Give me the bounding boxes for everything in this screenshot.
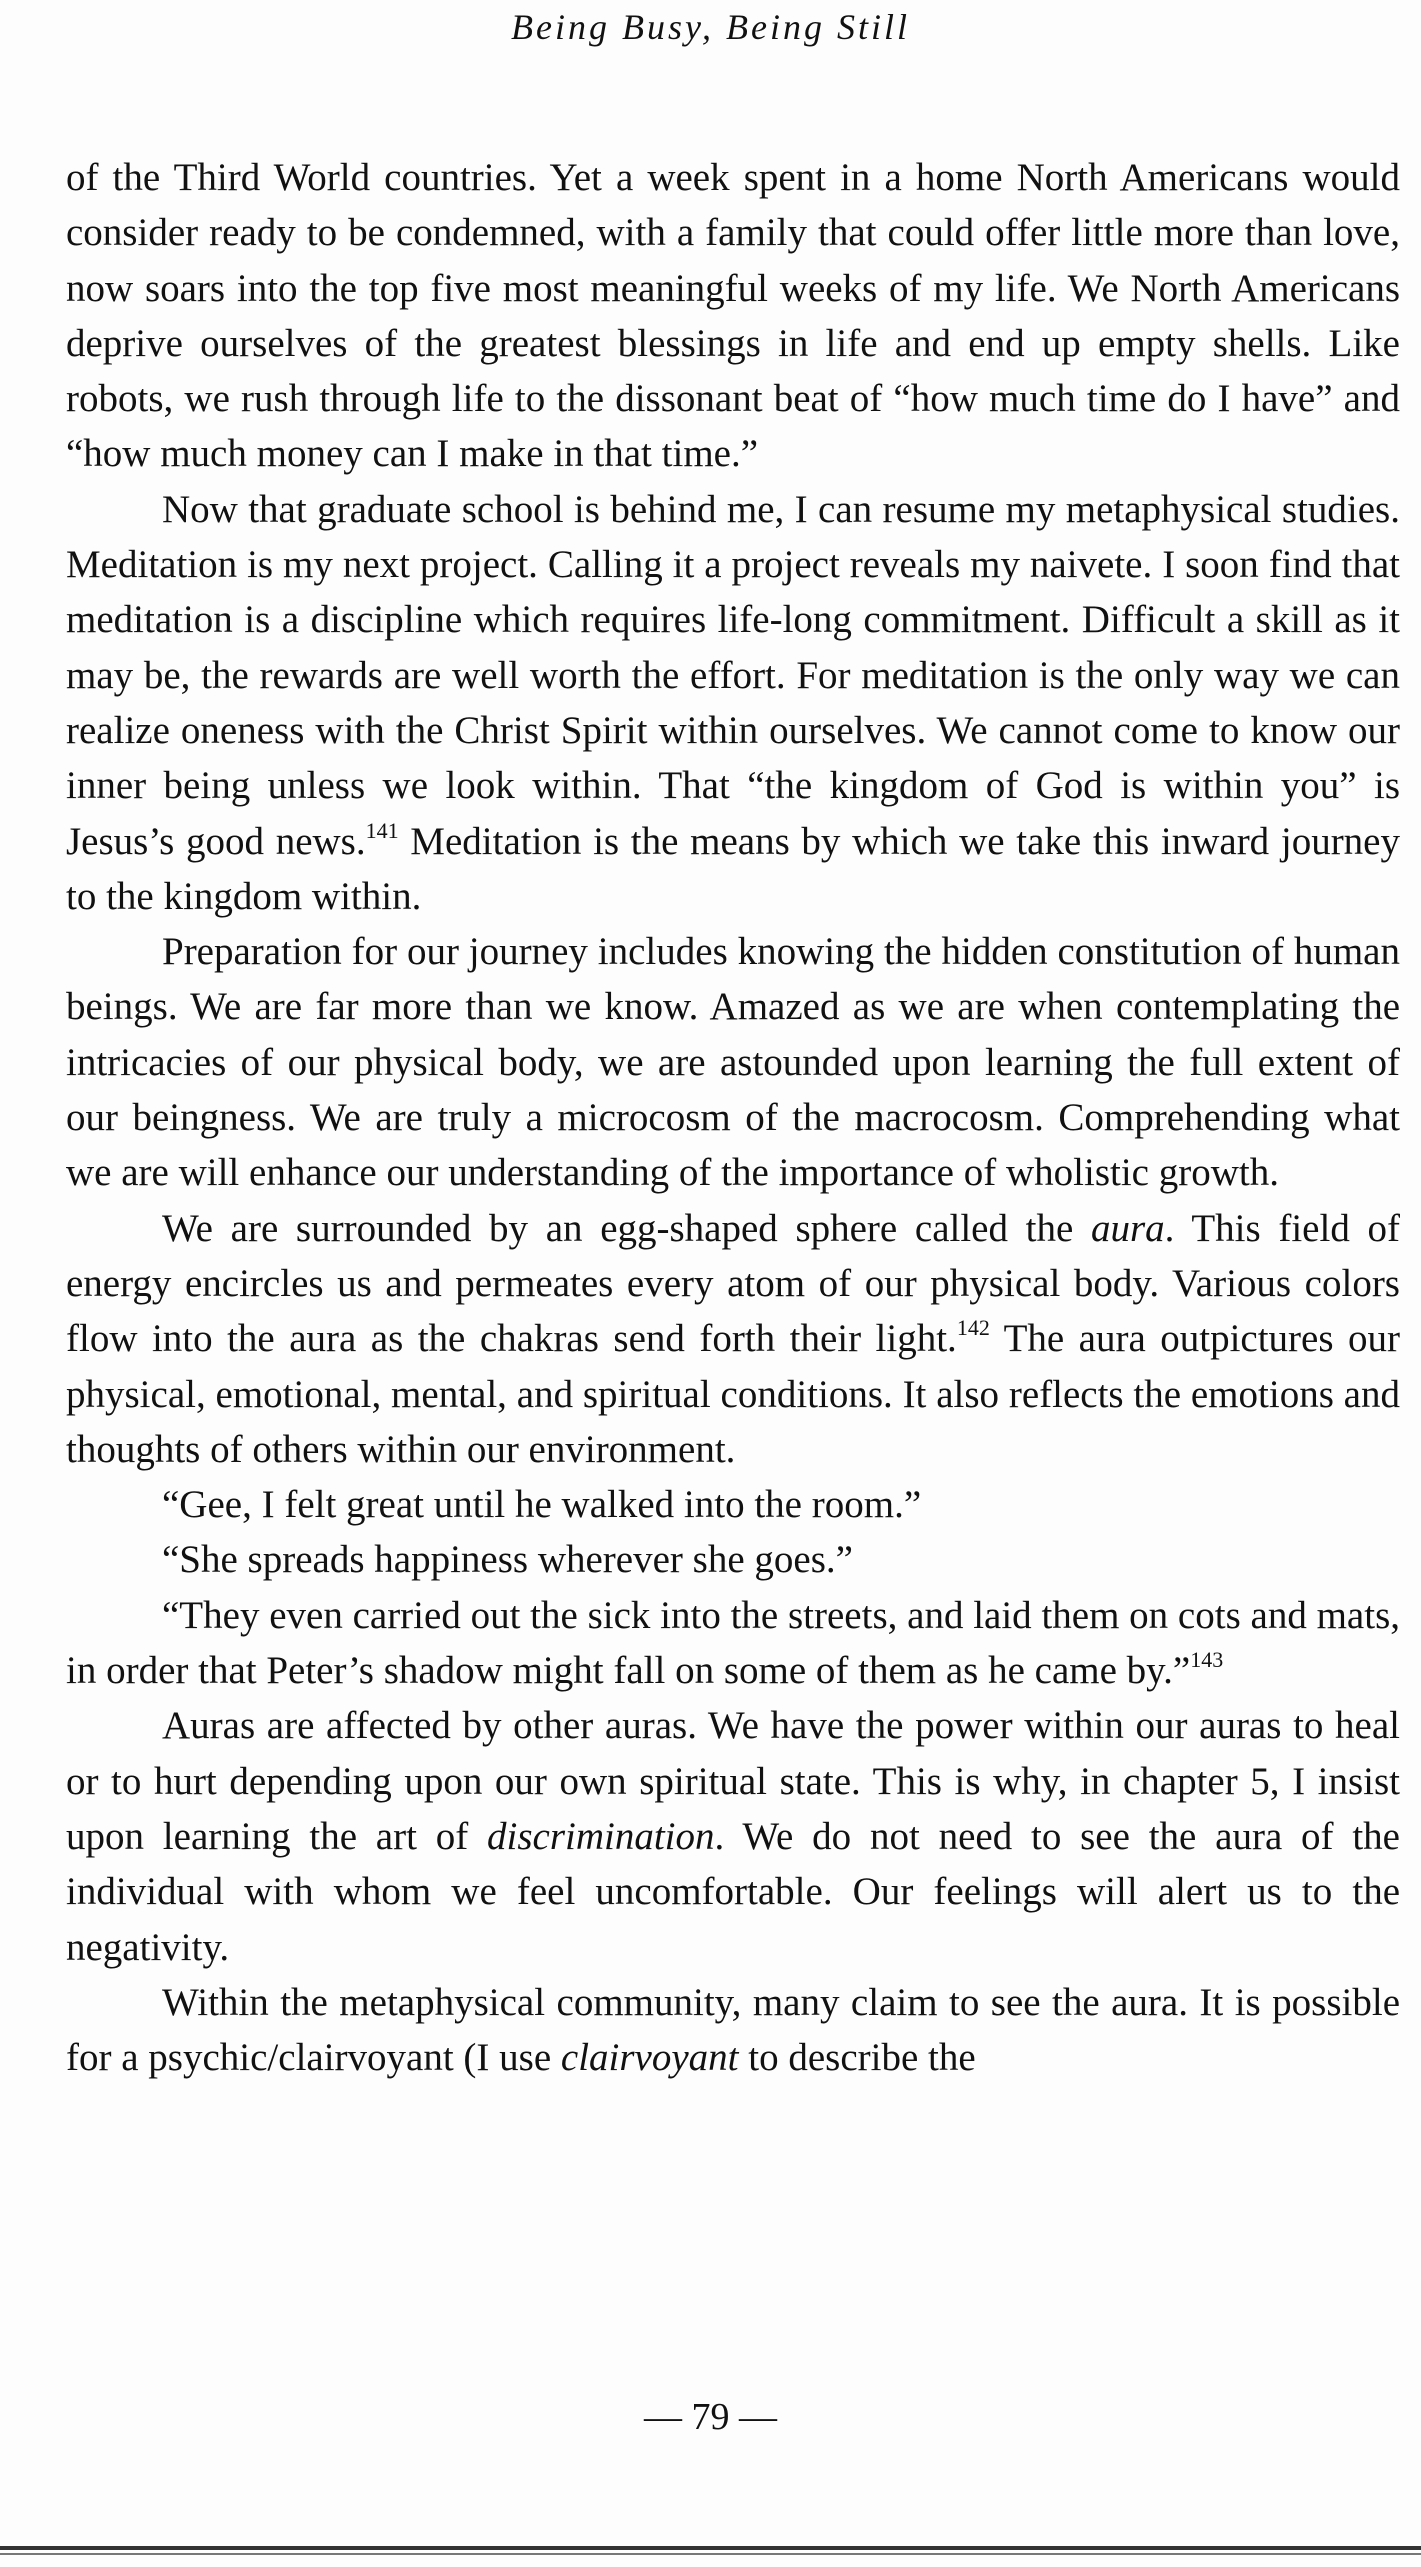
emphasis-discrimination: discrimination [487,1814,715,1858]
paragraph-text: Preparation for our journey includes knowing the hidden constitution of human beings. We are far more than we know. Amazed as we are when contemplating the intricacies of our physical body, we are astounded upon learning the full extent of our beingness. We are truly a microcosm of the macrocosm. Comprehending what we are will enhance our understanding of the importance of wholistic growth. [66,930,1400,1195]
paragraph-text: of the Third World countries. Yet a week spent in a home North Americans would consider ready to be condemned, with a family that could offer little more than love, now soars into the top five most meaningful weeks of my life. We North Americans deprive ourselves of the greatest blessings in life and end up empty shells. Like robots, we rush through life to the dissonant beat of “how much time do I have” and “how much money can I make in that time.” [66,156,1400,476]
footnote-ref-141: 141 [365,817,399,843]
paragraph-text: Now that graduate school is behind me, I can resume my metaphysical studies. Meditation is my next project. Calling it a project reveals my naivete. I soon find that meditation is a discipline which requires life-long commitment. Difficult a skill as it may be, the rewards are well worth the effort. For meditation is the only way we can realize oneness with the Christ Spirit within ourselves. We cannot come to know our inner being unless we look within. That “the kingdom of God is within you” is Jesus’s good news. [66,487,1400,863]
paragraph-text: “They even carried out the sick into the streets, and laid them on cots and mats, in order that Peter’s shadow might fall on some of them as he came by.” [66,1593,1400,1693]
body-text [66,150,1400,2085]
emphasis-clairvoyant: clairvoyant [560,2036,739,2080]
running-head: Being Busy, Being Still [511,7,910,47]
bottom-edge-line [0,2546,1421,2550]
paragraph-5 [66,1477,1400,1532]
paragraph-1 [66,150,1400,482]
paragraph-text: to describe the [738,2036,976,2080]
paragraph-text: Meditation is the means by which we take this inward journey to the kingdom within. [66,819,1400,918]
paragraph-8 [66,1698,1400,1974]
paragraph-4 [66,1201,1400,1477]
paragraph-text: “She spreads happiness wherever she goes.” [162,1538,853,1582]
paragraph-text: . This field of energy encircles us and permeates every atom of our physical body. Various colors flow into the aura as the chakras send forth their light. [66,1206,1400,1361]
paragraph-6 [66,1532,1400,1587]
paragraph-text: Within the metaphysical community, many claim to see the aura. It is possible for a psychic/clairvoyant (I use [66,1980,1400,2080]
paragraph-7 [66,1588,1400,1699]
footnote-ref-142: 142 [956,1315,990,1341]
paragraph-text: “Gee, I felt great until he walked into the room.” [162,1483,922,1527]
page-number: — 79 — [644,2396,777,2438]
paragraph-text: Auras are affected by other auras. We have the power within our auras to heal or to hurt depending upon our own spiritual state. This is why, in chapter 5, I insist upon learning the art of [66,1704,1400,1858]
bottom-edge-line-secondary [0,2553,1421,2555]
paragraph-3 [66,924,1400,1200]
footnote-ref-143: 143 [1190,1647,1224,1673]
paragraph-9 [66,1975,1400,2086]
paragraph-text: . We do not need to see the aura of the individual with whom we feel uncomfortable. Our feelings will alert us to the negativity. [66,1814,1400,1969]
paragraph-2 [66,482,1400,924]
emphasis-aura: aura [1090,1206,1165,1250]
paragraph-text: The aura outpictures our physical, emotional, mental, and spiritual conditions. It also reflects the emotions and thoughts of others within our environment. [66,1317,1400,1471]
paragraph-text: We are surrounded by an egg-shaped sphere called the [162,1206,1091,1250]
